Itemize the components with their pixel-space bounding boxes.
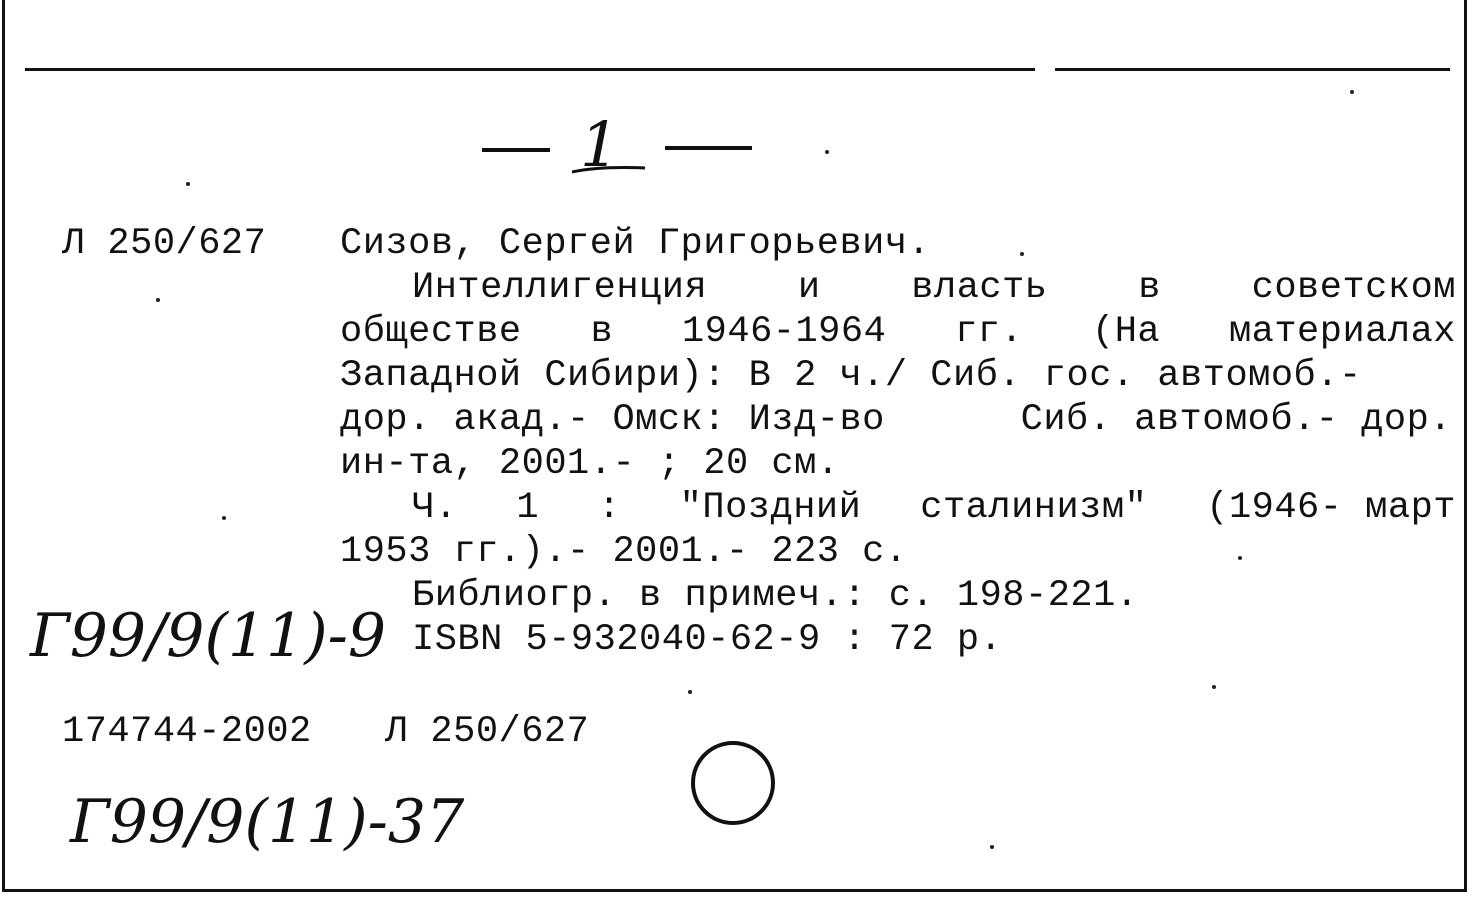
scan-speck [186, 182, 190, 186]
page-number: 1 [580, 108, 620, 181]
word: материалах [1228, 311, 1456, 353]
word: (1946- март [1206, 487, 1456, 529]
page-number-mark [480, 100, 760, 190]
shelfmark-bottom: Л 250/627 [385, 711, 590, 753]
word: : [598, 487, 621, 529]
phrase: Сиб. автомоб.- дор. [1020, 399, 1452, 441]
shelfmark: Л 250/627 [62, 223, 267, 265]
handwritten-classification-2: Г99/9(11)-37 [70, 787, 465, 857]
word: 1 [516, 487, 540, 529]
word: Интеллигенция [412, 267, 708, 309]
isbn: ISBN 5-932040-62-9 : 72 р. [412, 619, 1003, 661]
word: власть [911, 267, 1048, 309]
scan-speck [1020, 252, 1024, 256]
scan-speck [156, 298, 160, 302]
part-line-2: 1953 гг.).- 2001.- 223 с. [340, 531, 908, 573]
word: сталинизм" [920, 487, 1148, 529]
top-rule-right [1055, 68, 1450, 71]
author-heading: Сизов, Сергей Григорьевич. [340, 223, 931, 265]
word: Ч. [412, 487, 458, 529]
part-line-1 [412, 486, 1456, 530]
scan-speck [825, 150, 829, 154]
title-line-1 [412, 266, 1456, 310]
handwritten-classification-1: Г99/9(11)-9 [30, 601, 387, 671]
top-rule-left [25, 68, 1035, 71]
word: гг. [955, 311, 1024, 353]
title-line-2 [340, 310, 1456, 354]
word: (На [1092, 311, 1161, 353]
scan-speck [1212, 685, 1216, 689]
bibliography-note: Библиогр. в примеч.: с. 198-221. [412, 575, 1139, 617]
scan-speck [1350, 90, 1354, 94]
scan-speck [688, 690, 692, 694]
inventory-number: 174744-2002 [62, 711, 312, 753]
word: в [590, 311, 614, 353]
publication-line-4 [340, 398, 1452, 442]
word: и [797, 267, 821, 309]
word: "Поздний [679, 487, 862, 529]
word: в [1138, 267, 1161, 309]
word: советском [1251, 267, 1456, 309]
word: 1946-1964 [681, 311, 887, 353]
phrase: дор. акад.- Омск: Изд-во [340, 399, 885, 441]
publication-line-5: ин-та, 2001.- ; 20 см. [340, 443, 840, 485]
stamp-circle [691, 741, 775, 825]
publication-line-3: Западной Сибири): В 2 ч./ Сиб. гос. автомоб.- [340, 355, 1362, 397]
scan-speck [222, 516, 226, 520]
scan-speck [1238, 556, 1242, 560]
word: обществе [340, 311, 522, 353]
scan-speck [990, 845, 994, 849]
